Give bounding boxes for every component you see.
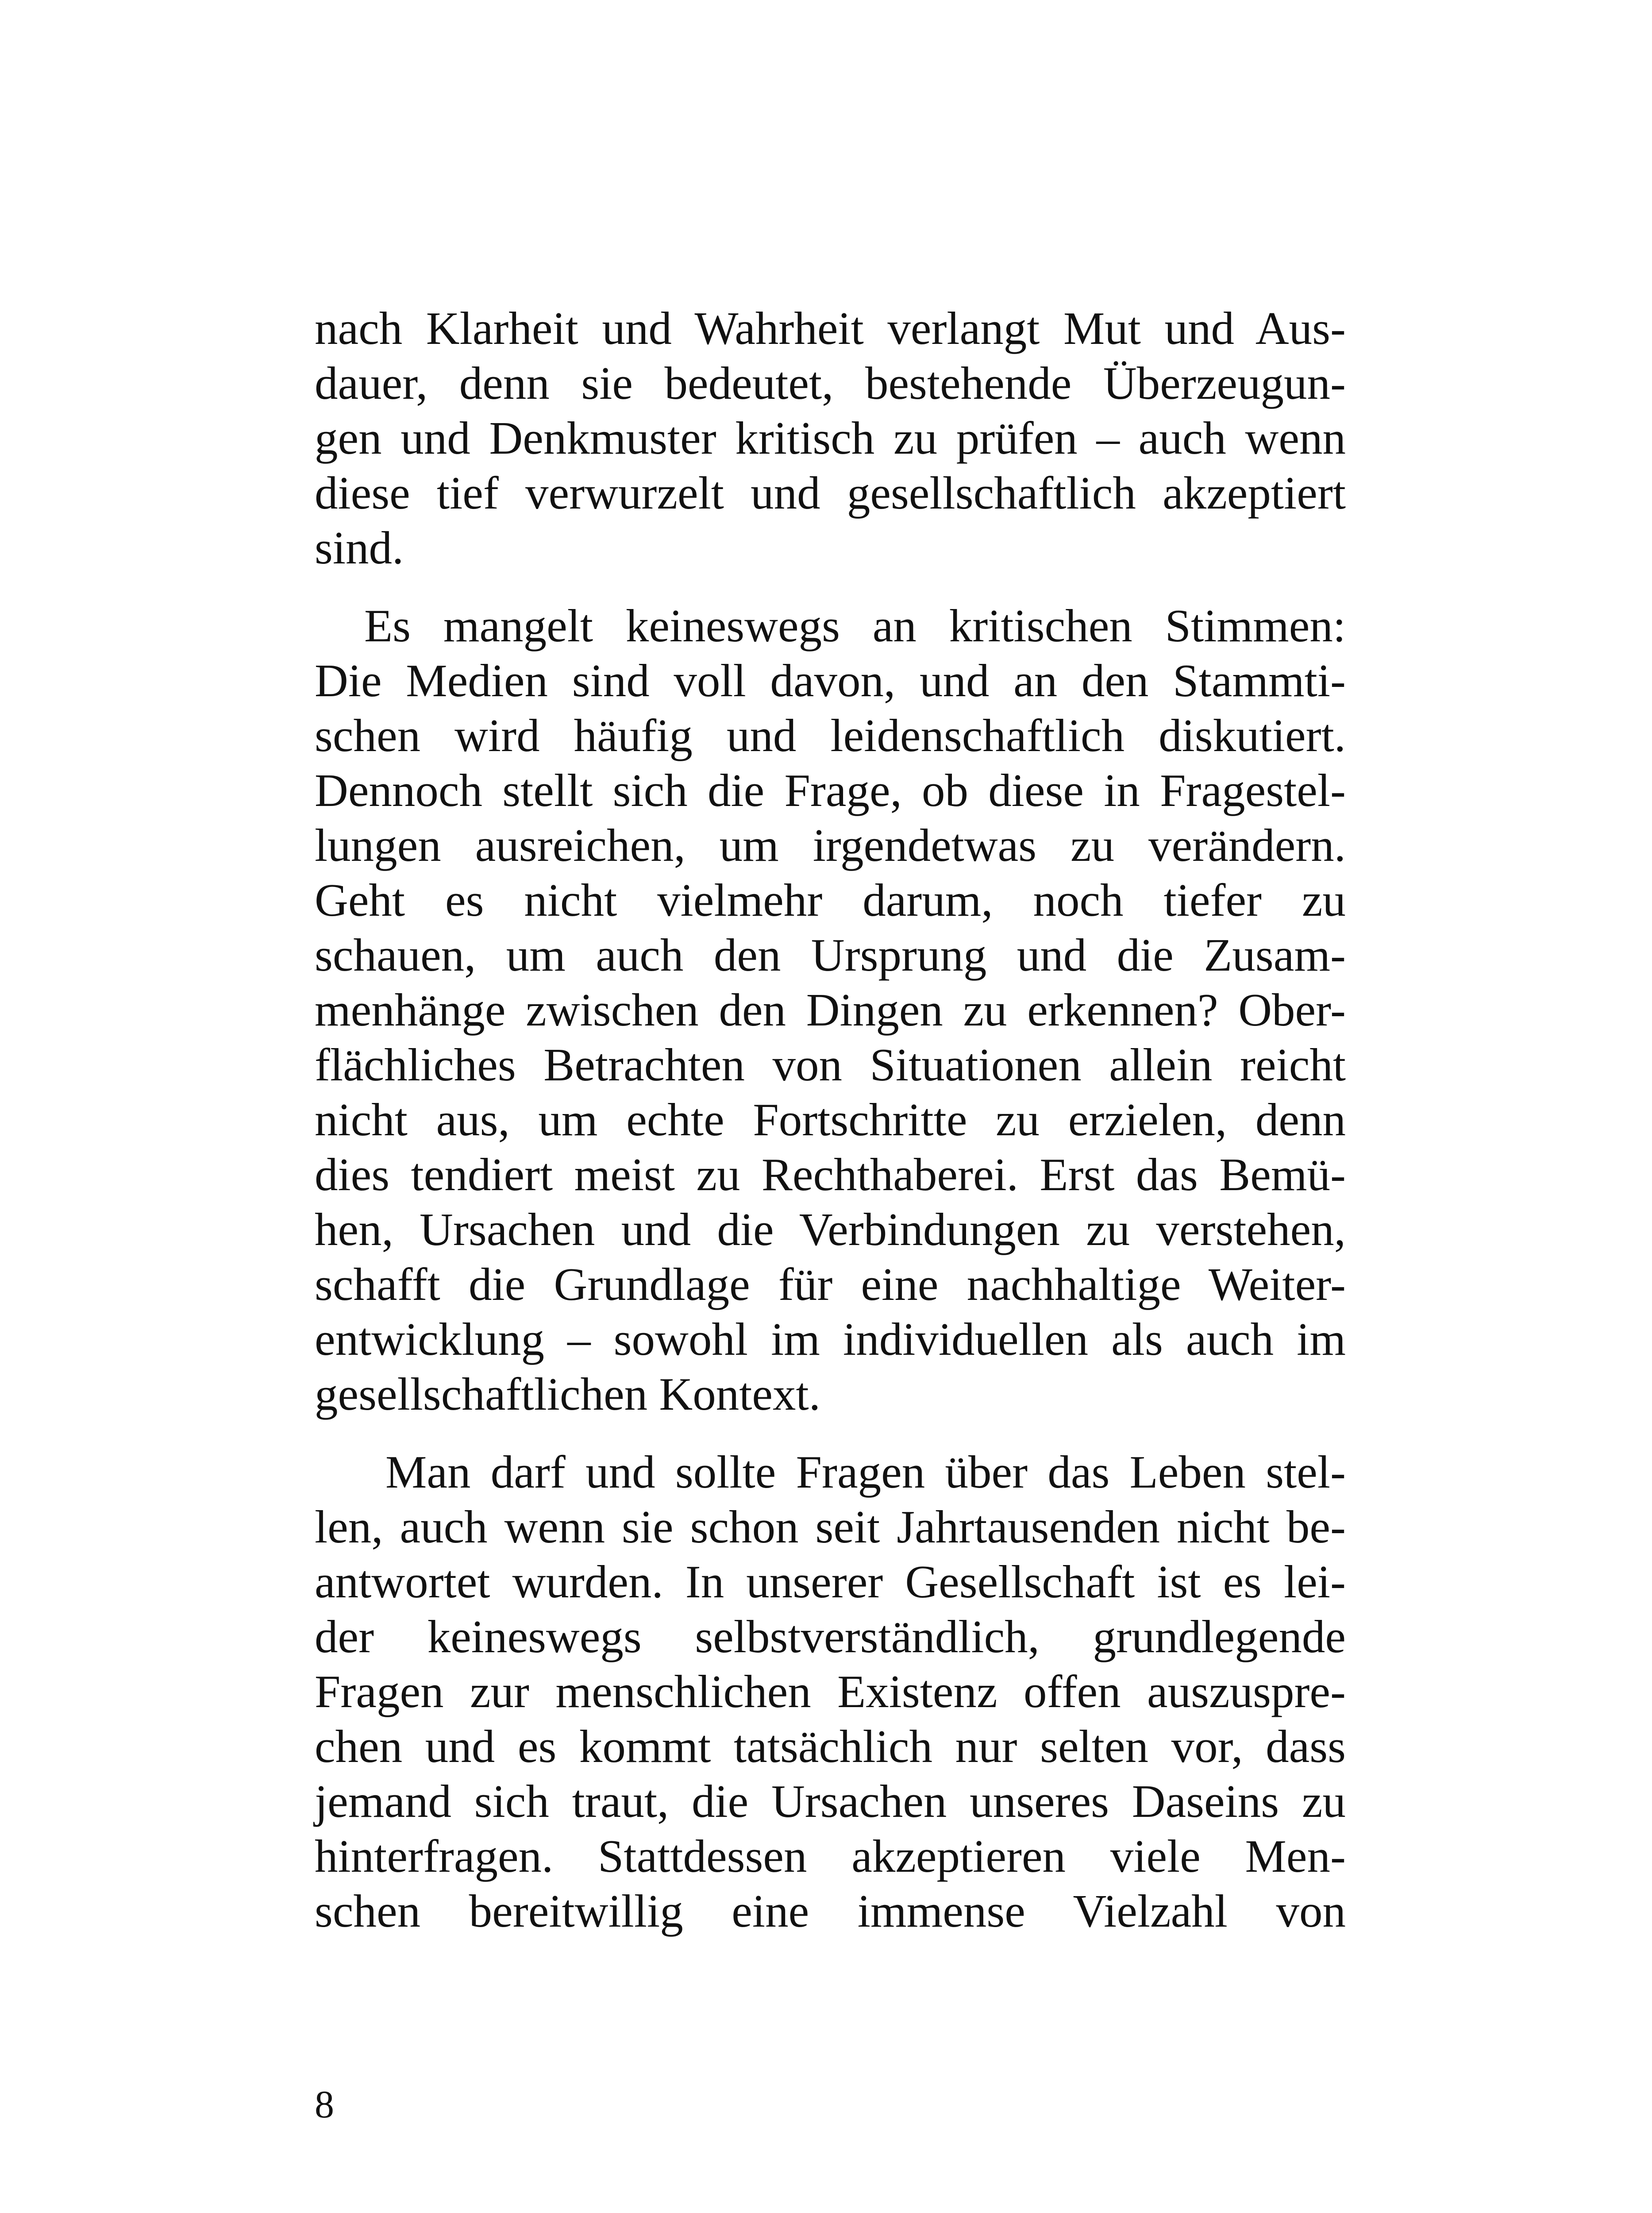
text-line: gesellschaftlichen Kontext. bbox=[315, 1368, 820, 1420]
text-line: hinterfragen. Stattdessen akzeptieren viele Men- bbox=[315, 1830, 1346, 1882]
text-line: Die Medien sind voll davon, und an den Stammti- bbox=[315, 655, 1346, 706]
body-text bbox=[315, 301, 1346, 1939]
text-line: entwicklung – sowohl im individuellen als auch im bbox=[315, 1313, 1346, 1365]
text-line: lungen ausreichen, um irgendetwas zu verändern. bbox=[315, 819, 1346, 871]
text-line: diese tief verwurzelt und gesellschaftlich akzeptiert bbox=[315, 467, 1346, 519]
text-line: Geht es nicht vielmehr darum, noch tiefer zu bbox=[315, 874, 1346, 926]
text-line: der keineswegs selbstverständlich, grundlegende bbox=[315, 1611, 1346, 1662]
text-line: nicht aus, um echte Fortschritte zu erzielen, denn bbox=[315, 1094, 1346, 1145]
text-line: Dennoch stellt sich die Frage, ob diese in Fragestel- bbox=[315, 764, 1346, 816]
text-line: len, auch wenn sie schon seit Jahrtausenden nicht be- bbox=[315, 1501, 1346, 1553]
text-line: chen und es kommt tatsächlich nur selten vor, dass bbox=[315, 1720, 1346, 1772]
text-line: Es mangelt keineswegs an kritischen Stimmen: bbox=[364, 600, 1346, 652]
page-number: 8 bbox=[315, 2083, 334, 2126]
text-line: dies tendiert meist zu Rechthaberei. Erst das Bemü- bbox=[315, 1149, 1346, 1200]
text-line: schen bereitwillig eine immense Vielzahl von bbox=[315, 1885, 1346, 1937]
text-line: gen und Denkmuster kritisch zu prüfen – auch wenn bbox=[315, 412, 1346, 464]
text-line: schafft die Grundlage für eine nachhaltige Weiter- bbox=[315, 1258, 1346, 1310]
text-line: dauer, denn sie bedeutet, bestehende Überzeugun- bbox=[315, 357, 1346, 409]
text-line: menhänge zwischen den Dingen zu erkennen? Ober- bbox=[315, 984, 1346, 1036]
paragraph-3 bbox=[315, 1445, 1346, 1939]
paragraph-2 bbox=[315, 598, 1346, 1422]
text-line: jemand sich traut, die Ursachen unseres Daseins zu bbox=[315, 1775, 1346, 1827]
text-line: schen wird häufig und leidenschaftlich diskutiert. bbox=[315, 709, 1346, 761]
text-line: Man darf und sollte Fragen über das Leben stel- bbox=[385, 1446, 1346, 1498]
text-line: schauen, um auch den Ursprung und die Zusam- bbox=[315, 929, 1346, 981]
text-line: flächliches Betrachten von Situationen allein reicht bbox=[315, 1039, 1346, 1091]
paragraph-1 bbox=[315, 301, 1346, 575]
text-line: nach Klarheit und Wahrheit verlangt Mut und Aus- bbox=[315, 302, 1346, 354]
text-line: antwortet wurden. In unserer Gesellschaft ist es lei- bbox=[315, 1556, 1346, 1608]
text-line: Fragen zur menschlichen Existenz offen auszuspre- bbox=[315, 1666, 1346, 1717]
text-line: hen, Ursachen und die Verbindungen zu verstehen, bbox=[315, 1203, 1346, 1255]
text-line: sind. bbox=[315, 522, 404, 574]
